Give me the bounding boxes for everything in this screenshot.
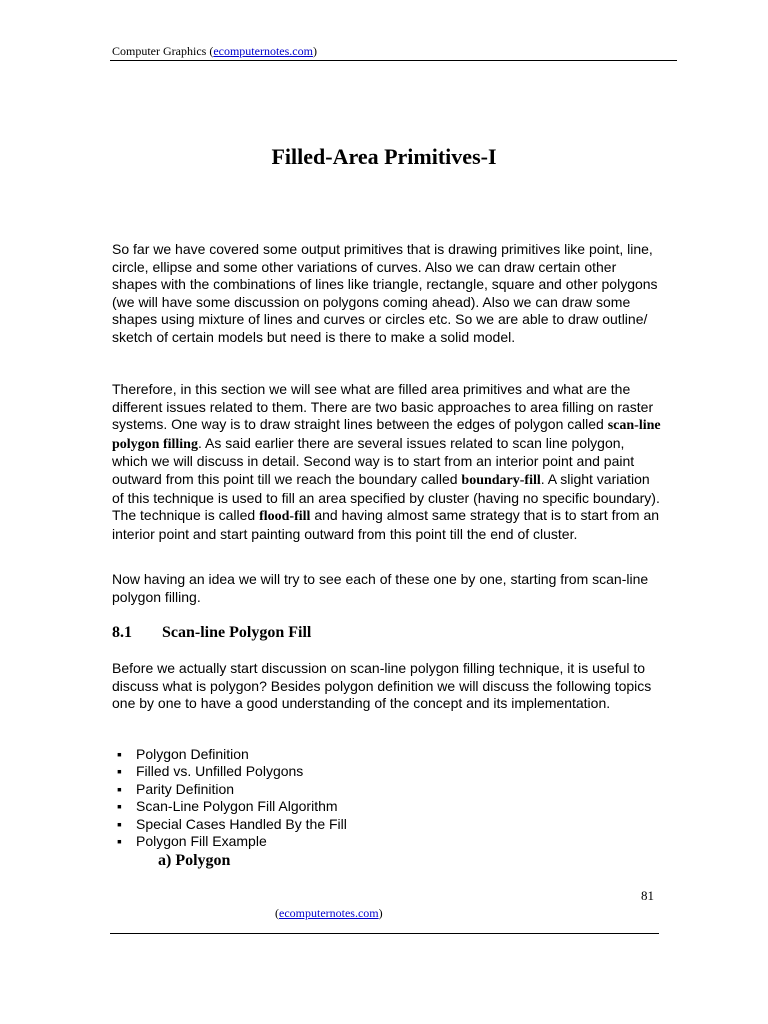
footer-rule: [110, 933, 659, 934]
header-prefix: Computer Graphics (: [112, 44, 214, 58]
term-boundary-fill: boundary-fill: [461, 472, 541, 488]
list-item: [117, 816, 347, 833]
list-item: [117, 763, 347, 780]
subsection-heading: a) Polygon: [158, 852, 231, 869]
paragraph-approaches: [112, 381, 662, 543]
list-item-label: Scan-Line Polygon Fill Algorithm: [136, 798, 338, 815]
paragraph-text: and having almost same strategy that is to start from an interior point and start painting outward from this point till the end of cluster.: [112, 507, 660, 542]
paragraph-next: Now having an idea we will try to see each of these one by one, starting from scan-line polygon filling.: [112, 571, 649, 605]
topic-list: [117, 746, 347, 850]
list-item: [117, 781, 347, 798]
list-item-label: Parity Definition: [136, 780, 235, 797]
section-title: Scan-line Polygon Fill: [162, 624, 312, 641]
footer-prefix: (: [275, 906, 279, 920]
list-item: [117, 746, 347, 763]
bullet-icon: ▪: [117, 815, 122, 832]
footer-suffix: ): [378, 906, 383, 920]
paragraph-section-intro: Before we actually start discussion on scan-line polygon filling technique, it is useful to discuss what is polygon? Besides polygon definition we will discuss the following topics one by one to have a good understanding of the concept and its implementation.: [112, 660, 652, 712]
header-suffix: ): [312, 44, 317, 58]
running-footer: [275, 906, 383, 921]
bullet-icon: ▪: [117, 763, 122, 780]
bullet-icon: ▪: [117, 833, 122, 850]
page-title: Filled-Area Primitives-I: [271, 144, 497, 169]
bullet-icon: ▪: [117, 780, 122, 797]
bullet-icon: ▪: [117, 746, 122, 762]
running-header: [112, 44, 317, 59]
footer-link[interactable]: ecomputernotes.com: [279, 906, 379, 920]
page-number: 81: [641, 888, 654, 903]
paragraph-text: . As said earlier there are several issues related to scan line polygon, which we will discuss in detail. Second way is to start from an interior point and paint outward from this point till we reach the boundary called: [112, 434, 635, 487]
term-scan-line-polygon-filling: scan-line polygon filling: [112, 418, 661, 452]
section-number: 8.1: [112, 624, 132, 641]
list-item: [117, 833, 347, 850]
term-flood-fill: flood-fill: [259, 509, 311, 525]
paragraph-intro: So far we have covered some output primitives that is drawing primitives like point, line, circle, ellipse and some other variations of curves. Also we can draw certain other shapes with the combinations of lines like triangle, rectangle, square and other polygons (we will have some discussion on polygons coming ahead). Also we can draw some shapes using mixture of lines and curves or circles etc. So we are able to draw outline/ sketch of certain models but need is there to make a solid model.: [112, 241, 658, 345]
bullet-icon: ▪: [117, 798, 122, 815]
section-heading: [112, 624, 311, 642]
header-rule: [110, 60, 677, 61]
paragraph-text: Therefore, in this section we will see what are filled area primitives and what are the different issues related to them. There are two basic approaches to area filling on raster systems. One way is to draw straight lines between the edges of polygon called: [112, 381, 654, 433]
list-item-label: Filled vs. Unfilled Polygons: [136, 763, 304, 780]
list-item: [117, 798, 347, 815]
list-item-label: Polygon Definition: [136, 746, 249, 762]
list-item-label: Special Cases Handled By the Fill: [136, 815, 347, 832]
paragraph-text: . A slight variation of this technique is used to fill an area specified by cluster (having no specific boundary). The technique is called: [112, 470, 660, 524]
list-item-label: Polygon Fill Example: [136, 833, 267, 850]
header-link[interactable]: ecomputernotes.com: [213, 44, 313, 58]
